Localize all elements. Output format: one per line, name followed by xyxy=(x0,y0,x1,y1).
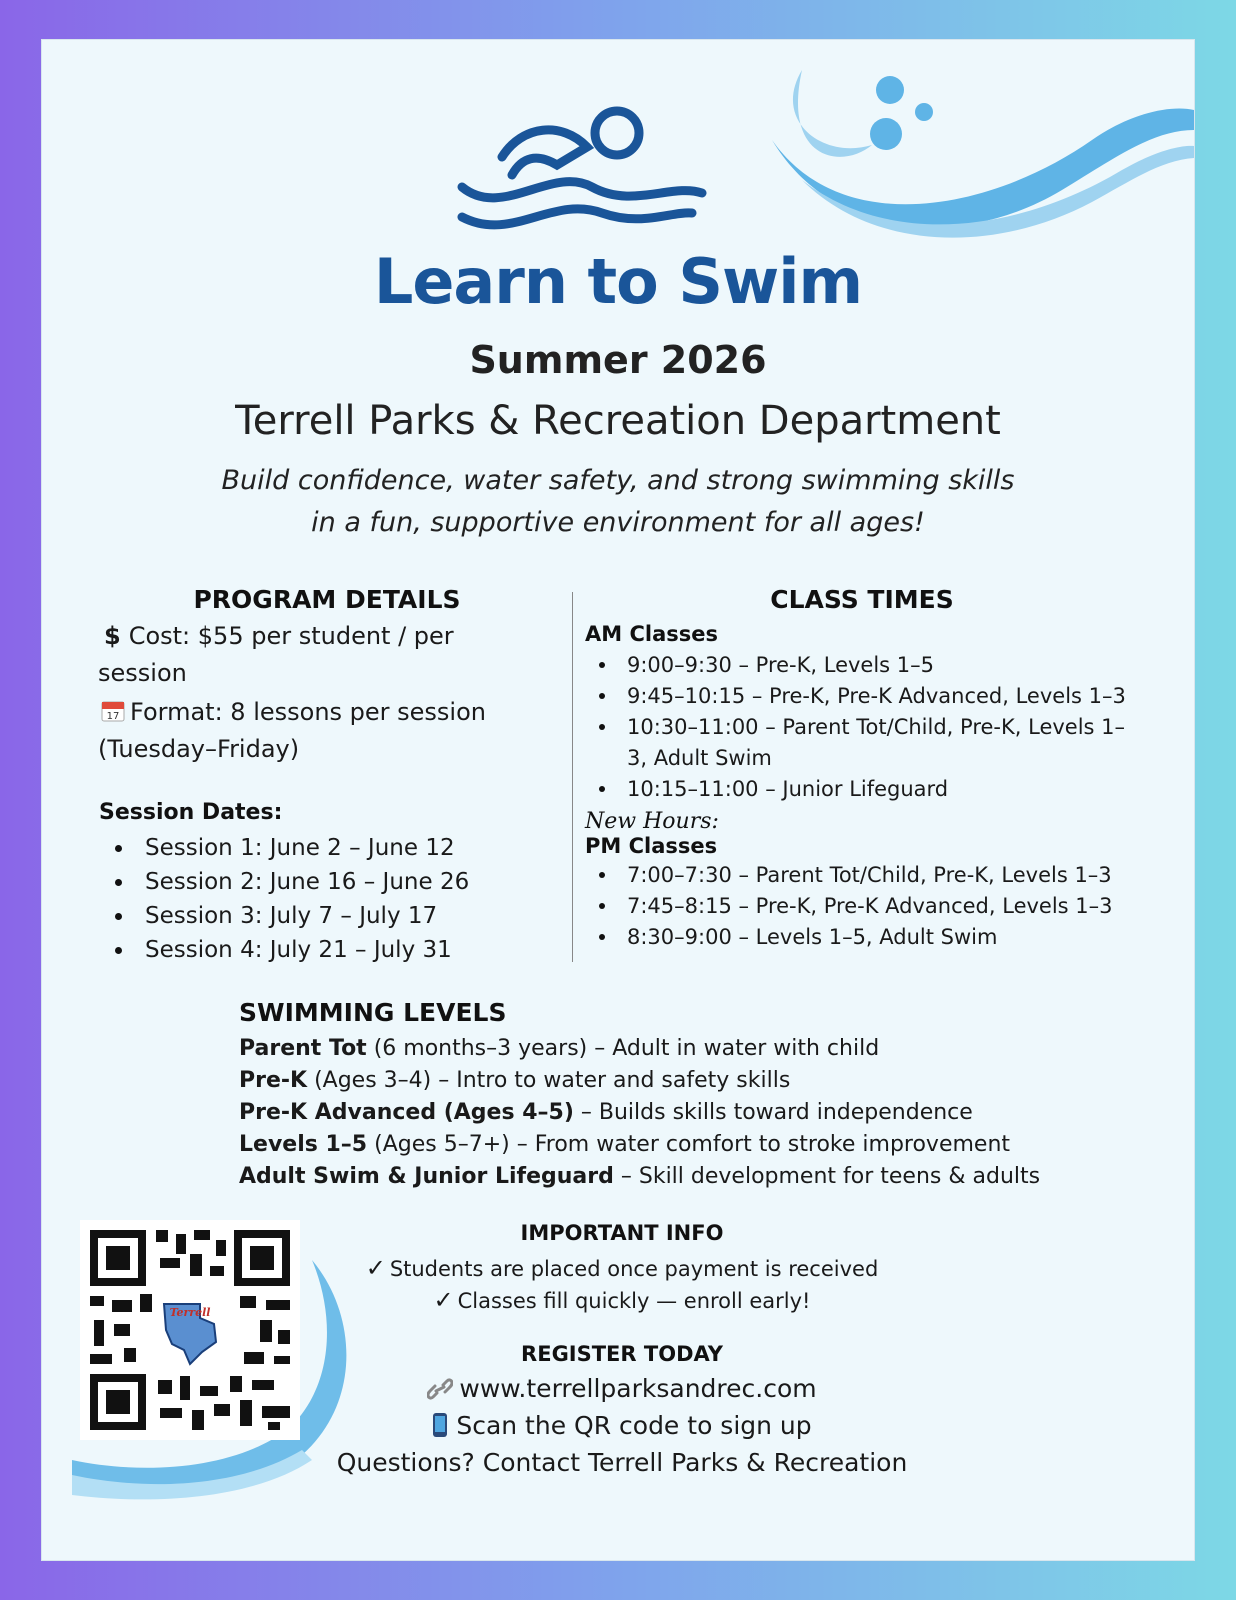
svg-text:17: 17 xyxy=(106,711,120,722)
calendar-icon xyxy=(100,699,126,723)
list-item: 10:30–11:00 – Parent Tot/Child, Pre-K, Levels 1–3, Adult Swim xyxy=(585,712,1165,774)
list-item: 9:45–10:15 – Pre-K, Pre-K Advanced, Levels 1–3 xyxy=(585,681,1165,712)
list-item: 7:00–7:30 – Parent Tot/Child, Pre-K, Levels 1–3 xyxy=(585,860,1165,891)
qr-code-icon xyxy=(80,1220,300,1440)
tagline-line: Build confidence, water safety, and strong swimming skills xyxy=(221,465,1015,496)
program-details xyxy=(98,618,558,768)
season-subtitle: Summer 2026 xyxy=(469,338,767,382)
list-item: Session 2: June 16 – June 26 xyxy=(99,865,559,899)
pm-classes-heading: PM Classes xyxy=(585,834,718,858)
website-link[interactable]: www.terrellparksandrec.com xyxy=(312,1370,932,1407)
register-heading: REGISTER TODAY xyxy=(521,1342,723,1366)
dollar-icon: $ xyxy=(104,622,121,650)
format-line-cont: (Tuesday–Friday) xyxy=(98,735,300,763)
level-row: Adult Swim & Junior Lifeguard – Skill development for teens & adults xyxy=(239,1164,1041,1189)
cost-line-cont: session xyxy=(98,659,187,687)
level-row: Pre-K Advanced (Ages 4–5) – Builds skills toward independence xyxy=(239,1100,973,1125)
list-item: 10:15–11:00 – Junior Lifeguard xyxy=(585,774,1165,805)
class-times-heading: CLASS TIMES xyxy=(770,585,954,614)
swimmer-icon xyxy=(442,95,722,235)
swimming-levels-heading: SWIMMING LEVELS xyxy=(239,998,507,1027)
department-name: Terrell Parks & Recreation Department xyxy=(235,398,1001,444)
column-divider xyxy=(572,592,573,962)
session-dates-heading: Session Dates: xyxy=(99,800,283,825)
register-section xyxy=(312,1338,932,1481)
format-line: 17 Format: 8 lessons per session xyxy=(98,694,558,731)
session-dates xyxy=(99,800,559,967)
list-item: Session 1: June 2 – June 12 xyxy=(99,831,559,865)
tagline-line: in a fun, supportive environment for all ages! xyxy=(311,507,925,538)
scan-instruction: Scan the QR code to sign up xyxy=(312,1407,932,1444)
swimming-levels xyxy=(239,998,1119,1193)
cost-line: $ Cost: $55 per student / per xyxy=(104,622,454,650)
tagline xyxy=(142,460,1094,544)
important-info xyxy=(342,1218,902,1317)
page-title: Learn to Swim xyxy=(373,245,863,318)
flyer-page xyxy=(42,40,1194,1560)
checkmark-icon: ✓ xyxy=(365,1254,386,1282)
phone-icon xyxy=(432,1412,448,1438)
am-classes-heading: AM Classes xyxy=(585,622,718,646)
link-icon xyxy=(427,1378,453,1400)
contact-line: Questions? Contact Terrell Parks & Recreation xyxy=(336,1448,908,1477)
checkmark-icon: ✓ xyxy=(433,1286,454,1314)
program-details-heading: PROGRAM DETAILS xyxy=(193,585,461,614)
info-item: ✓ Students are placed once payment is received xyxy=(365,1254,879,1282)
handwritten-note: New Hours: xyxy=(585,809,719,834)
level-row: Parent Tot (6 months–3 years) – Adult in water with child xyxy=(239,1036,880,1061)
level-row: Levels 1–5 (Ages 5–7+) – From water comfort to stroke improvement xyxy=(239,1132,1011,1157)
info-item: ✓ Classes fill quickly — enroll early! xyxy=(433,1286,811,1314)
registration-qr-code[interactable] xyxy=(80,1220,300,1440)
qr-logo-text: Terrell xyxy=(169,1306,211,1319)
class-times xyxy=(585,622,1165,953)
list-item: Session 4: July 21 – July 31 xyxy=(99,933,559,967)
list-item: 7:45–8:15 – Pre-K, Pre-K Advanced, Levels 1–3 xyxy=(585,891,1165,922)
list-item: 8:30–9:00 – Levels 1–5, Adult Swim xyxy=(585,922,1165,953)
important-info-heading: IMPORTANT INFO xyxy=(520,1221,724,1245)
wave-decoration-icon xyxy=(762,50,1194,250)
list-item: Session 3: July 7 – July 17 xyxy=(99,899,559,933)
level-row: Pre-K (Ages 3–4) – Intro to water and safety skills xyxy=(239,1068,791,1093)
list-item: 9:00–9:30 – Pre-K, Levels 1–5 xyxy=(585,650,1165,681)
